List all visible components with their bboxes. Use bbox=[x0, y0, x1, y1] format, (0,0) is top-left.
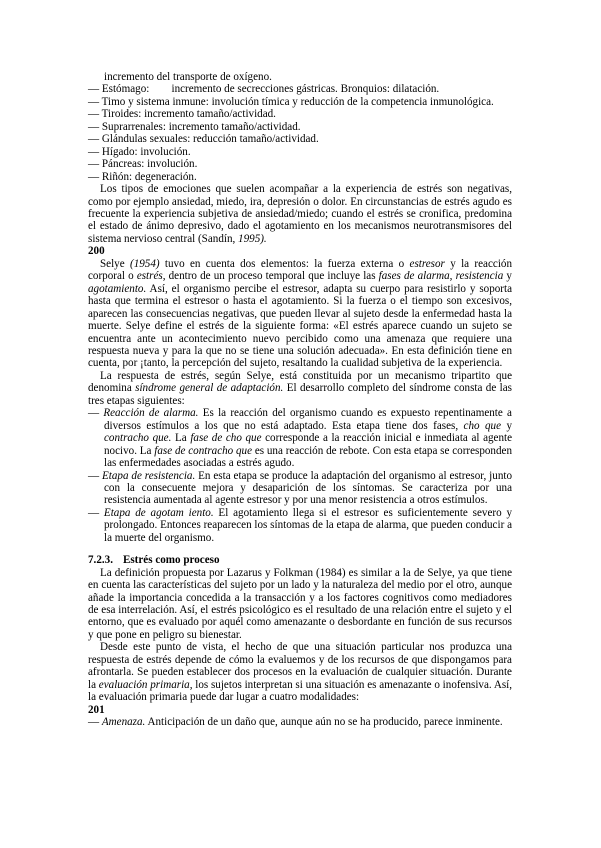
citation-year: 1995). bbox=[238, 232, 267, 245]
section-title: Estrés como proceso bbox=[122, 554, 220, 567]
term-evaluacion-primaria: evaluación primaria, bbox=[98, 678, 193, 691]
text: corresponde a la reacción inicial e inmediata al agente nocivo. La bbox=[104, 432, 513, 457]
term-estres: estrés, bbox=[136, 270, 166, 283]
list-item: — Hígado: involución. bbox=[88, 145, 191, 158]
page-number-200: 200 bbox=[88, 245, 105, 258]
text: El desarrollo completo del síndrome consta de las tres etapas siguientes: bbox=[88, 382, 512, 407]
term-fase-contrachoque: fase de contracho que bbox=[154, 444, 253, 457]
term-agotamiento-etapa: Etapa de agotam iento. bbox=[103, 506, 214, 519]
list-item-alarma: — Reacción de alarma. Es la reacción del organismo cuando es expuesto repentinamente a diversos estímulos a los que no está adaptado. Esta etapa tiene dos fases, cho que y contracho que. La fase de cho que corresponde a la reacción inicial e inmediata al agente nocivo. La fase de contracho que es una reacción de rebote. Con esta etapa se corresponden las enfermedades asociadas a estrés agudo. bbox=[88, 407, 513, 470]
section-heading bbox=[88, 554, 512, 566]
term-estresor: estresor bbox=[409, 257, 445, 270]
text: y bbox=[503, 270, 512, 283]
paragraph-text: Los tipos de emociones que suelen acompañar a la experiencia de estrés son negativas, como por ejemplo ansiedad, miedo, ira, depresión o dolor. En circunstancias de estrés agudo es frecuente la experiencia subjetiva de ansiedad/miedo; cuando el estrés se cronifica, predomina el estado de ánimo depresivo, dado el agotamiento en los mecanismos neurotransmisores del sistema nervioso central (Sandín, bbox=[88, 183, 512, 245]
text: Desde este punto de vista, el hecho de que una situación particular nos produzca una respuesta de estrés depende de cómo la evaluemos y de los recursos de que dispongamos para afrontarla. Se pueden establecer dos procesos en la evaluación de cualquier situación. Durante la bbox=[88, 641, 512, 691]
list-item: — Suprarrenales: incremento tamaño/actividad. bbox=[88, 120, 301, 133]
list-item: — Estómago: incremento de secrecciones gástricas. Bronquios: dilatación. bbox=[88, 83, 440, 96]
text: Es la reacción del organismo cuando es expuesto repentinamente a diversos estímulos a los que no está adaptado. Esta etapa tiene dos fases, bbox=[104, 407, 512, 432]
list-item-resistencia: — Etapa de resistencia. En esta etapa se produce la adaptación del organismo al estresor, junto con la consecuente mejora y desaparición de los síntomas. Se caracteriza por una resistencia aumentada al agente estresor y por una menor resistencia a otros estímulos. bbox=[88, 469, 512, 507]
term-choque: cho que bbox=[463, 419, 502, 432]
text: los sujetos interpretan si una situación es amenazante o inofensiva. Así, la evaluación primaria puede dar lugar a cuatro modalidades: bbox=[88, 678, 513, 704]
list-item-agotamiento: — Etapa de agotam iento. El agotamiento llega si el estresor es suficientemente severo y prolongado. Entonces reaparecen los síntomas de la etapa de alarma, que pueden conducir a la muerte del organismo. bbox=[88, 506, 512, 544]
term-sindrome: síndrome general de adaptación. bbox=[135, 382, 284, 395]
document-page bbox=[88, 71, 512, 729]
paragraph-punto-vista bbox=[88, 641, 512, 703]
text: y la reacción corporal o bbox=[88, 257, 513, 283]
term-contrachoque: contracho que. bbox=[104, 432, 172, 445]
term-resistencia: Etapa de resistencia. bbox=[102, 469, 196, 482]
text: Así, el organismo percibe el estresor, adapta su cuerpo para resistirlo y soporta hasta que termina el estresor o hasta el agotamiento. Si la fuerza o el tiempo son excesivos, aparecen las consecuencias negativas, que pueden llevar al sujeto desde la enfermedad hasta la muerte. Selye define el estrés de la siguiente forma: «El estrés aparece cuando un sujeto se encuentra ante un acontecimiento nuevo percibido como una amenaza que requiere una respuesta nueva y para la que no se tiene una solución adecuada». En esta definición tiene en cuenta, por ¡tanto, la percepción del sujeto, resaltando la cualidad subjetiva de la experiencia. bbox=[88, 282, 512, 370]
paragraph-emociones bbox=[88, 183, 512, 245]
list-item: — Tiroides: incremento tamaño/actividad. bbox=[88, 108, 276, 121]
text: El agotamiento llega si el estresor es suficientemente severo y prolongado. Entonces reaparecen los síntomas de la etapa de alarma, que pueden conducir a la muerte del organismo. bbox=[104, 506, 512, 544]
citation-year: (1954) bbox=[130, 257, 160, 270]
term-alarma: Reacción de alarma. bbox=[103, 407, 199, 420]
term-agotamiento: agotamiento. bbox=[88, 282, 147, 295]
paragraph-lazarus: La definición propuesta por Lazarus y Folkman (1984) es similar a la de Selye, ya que tiene en cuenta las características del sujeto por un lado y la naturaleza del medio por el otro, aunque añade la importancia concedida a la transacción y a los factores cognitivos como mediadores de esa interrelación. Así, el estrés psicológico es el resultado de una relación entre el sujeto y el entorno, que es evaluado por aquél como amenazante o desbordante en función de sus recursos y que pone en peligro su bienestar. bbox=[88, 566, 512, 641]
list-item: — Glándulas sexuales: reducción tamaño/actividad. bbox=[88, 133, 319, 146]
text: La bbox=[171, 432, 191, 445]
paragraph-respuesta bbox=[88, 370, 512, 407]
text: Anticipación de un daño que, aunque aún no se ha producido, parece inminente. bbox=[145, 716, 503, 729]
list-item-amenaza: — Amenaza. Anticipación de un daño que, aunque aún no se ha producido, parece inminente. bbox=[88, 716, 503, 729]
text: tuvo en cuenta dos elementos: la fuerza externa o bbox=[159, 257, 410, 270]
text: Selye bbox=[100, 257, 130, 270]
text: dentro de un proceso temporal que incluye las bbox=[165, 270, 379, 283]
text: En esta etapa se produce la adaptación del organismo al estresor, junto con la consecuente mejora y desaparición de los síntomas. Se caracteriza por una resistencia aumentada al agente estresor y por una menor resistencia a otros estímulos. bbox=[104, 469, 512, 507]
paragraph-selye bbox=[88, 258, 512, 370]
list-item: — Riñón: degeneración. bbox=[88, 170, 197, 183]
section-number: 7.2.3. bbox=[88, 554, 113, 567]
page-number-201: 201 bbox=[88, 703, 105, 716]
text: es una reacción de rebote. Con esta etapa se corresponden las enfermedades asociadas a estrés agudo. bbox=[104, 444, 512, 470]
list-item: — Timo y sistema inmune: involución tímica y reducción de la competencia inmunológica. bbox=[88, 95, 494, 108]
term-fase-choque: fase de cho que bbox=[190, 432, 262, 445]
list-item: — Páncreas: involución. bbox=[88, 158, 198, 171]
term-fases: fases de alarma, resistencia bbox=[378, 270, 504, 283]
term-amenaza: Amenaza. bbox=[101, 716, 146, 729]
text: La respuesta de estrés, según Selye, está constituida por un mecanismo tripartito que denomina bbox=[88, 369, 512, 395]
list-item: incremento del transporte de oxígeno. bbox=[104, 71, 272, 83]
text: y bbox=[501, 419, 512, 432]
